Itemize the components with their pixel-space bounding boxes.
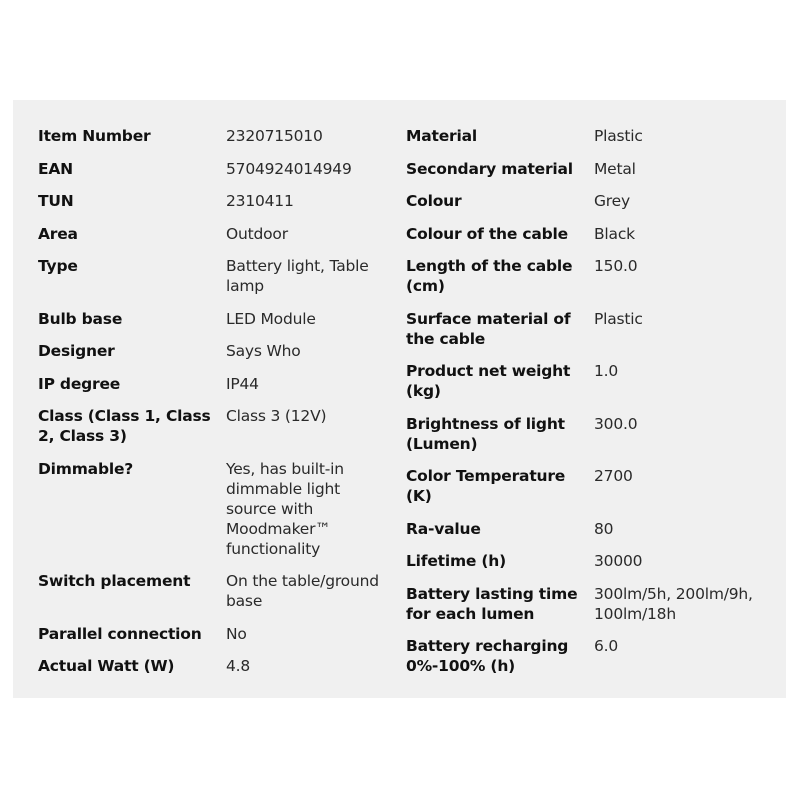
spec-row — [38, 224, 398, 244]
spec-label: Type — [38, 257, 78, 275]
spec-panel — [13, 100, 786, 698]
spec-value: Class 3 (12V) — [226, 407, 327, 425]
spec-label: Lifetime (h) — [406, 552, 507, 570]
spec-value: 6.0 — [594, 637, 619, 655]
spec-value: 1.0 — [594, 362, 619, 380]
spec-value: On the table/ground base — [226, 572, 379, 610]
spec-label: EAN — [38, 159, 73, 178]
spec-label: Length of the cable (cm) — [406, 257, 573, 295]
spec-row — [406, 584, 776, 624]
spec-label: Brightness of light (Lumen) — [406, 414, 565, 453]
spec-value: IP44 — [226, 374, 259, 393]
spec-label: Designer — [38, 342, 115, 360]
spec-row — [38, 406, 398, 446]
spec-column-left — [38, 126, 398, 689]
spec-label: Material — [406, 127, 477, 145]
spec-value: Outdoor — [226, 224, 288, 243]
spec-row — [38, 309, 398, 329]
spec-row — [38, 159, 398, 179]
spec-label: TUN — [38, 192, 74, 210]
spec-value: 2320715010 — [226, 127, 323, 145]
spec-label: Battery recharging 0%-100% (h) — [406, 637, 569, 675]
spec-value: 2310411 — [226, 192, 294, 210]
spec-label: Product net weight (kg) — [406, 362, 571, 400]
spec-label: Dimmable? — [38, 459, 134, 478]
spec-label: Ra-value — [406, 519, 481, 538]
spec-row — [406, 224, 776, 244]
spec-label: Secondary material — [406, 159, 573, 178]
spec-value: 80 — [594, 519, 614, 538]
spec-row — [406, 466, 776, 506]
spec-row — [406, 414, 776, 454]
spec-row — [38, 126, 398, 146]
spec-value: Metal — [594, 159, 636, 178]
spec-row — [38, 656, 398, 676]
spec-value: Says Who — [226, 342, 301, 360]
spec-label: Color Temperature (K) — [406, 467, 566, 505]
spec-value: LED Module — [226, 309, 316, 328]
spec-row — [406, 159, 776, 179]
spec-value: Grey — [594, 192, 630, 210]
spec-row — [38, 191, 398, 211]
spec-value: Plastic — [594, 309, 643, 328]
spec-row — [406, 361, 776, 401]
spec-row — [38, 341, 398, 361]
spec-row — [406, 309, 776, 349]
spec-label: Surface material of the cable — [406, 309, 571, 348]
spec-row — [38, 374, 398, 394]
spec-label: IP degree — [38, 374, 121, 393]
spec-label: Battery lasting time for each lumen — [406, 584, 578, 623]
spec-row — [38, 256, 398, 296]
spec-row — [38, 459, 398, 559]
spec-label: Switch placement — [38, 572, 191, 590]
spec-row — [406, 636, 776, 676]
spec-value: 4.8 — [226, 657, 251, 675]
spec-column-right — [406, 126, 776, 689]
spec-label: Item Number — [38, 127, 151, 145]
spec-value: Yes, has built-in dimmable light source with Moodmaker™ functionality — [226, 459, 344, 558]
spec-row — [406, 191, 776, 211]
spec-label: Colour of the cable — [406, 224, 568, 243]
spec-label: Parallel connection — [38, 624, 202, 643]
spec-value: Battery light, Table lamp — [226, 257, 369, 295]
spec-row — [38, 624, 398, 644]
spec-row — [406, 519, 776, 539]
spec-row — [406, 126, 776, 146]
spec-label: Area — [38, 224, 78, 243]
spec-label: Class (Class 1, Class 2, Class 3) — [38, 407, 211, 445]
spec-value: Plastic — [594, 127, 643, 145]
spec-value: 300.0 — [594, 414, 638, 433]
spec-value: No — [226, 624, 247, 643]
spec-value: Black — [594, 224, 635, 243]
spec-value: 2700 — [594, 467, 633, 485]
spec-value: 150.0 — [594, 257, 638, 275]
spec-value: 300lm/5h, 200lm/9h, 100lm/18h — [594, 584, 753, 623]
spec-label: Bulb base — [38, 309, 123, 328]
spec-label: Colour — [406, 192, 462, 210]
spec-value: 5704924014949 — [226, 159, 352, 178]
spec-row — [38, 571, 398, 611]
spec-row — [406, 551, 776, 571]
spec-value: 30000 — [594, 552, 643, 570]
spec-label: Actual Watt (W) — [38, 657, 175, 675]
spec-row — [406, 256, 776, 296]
